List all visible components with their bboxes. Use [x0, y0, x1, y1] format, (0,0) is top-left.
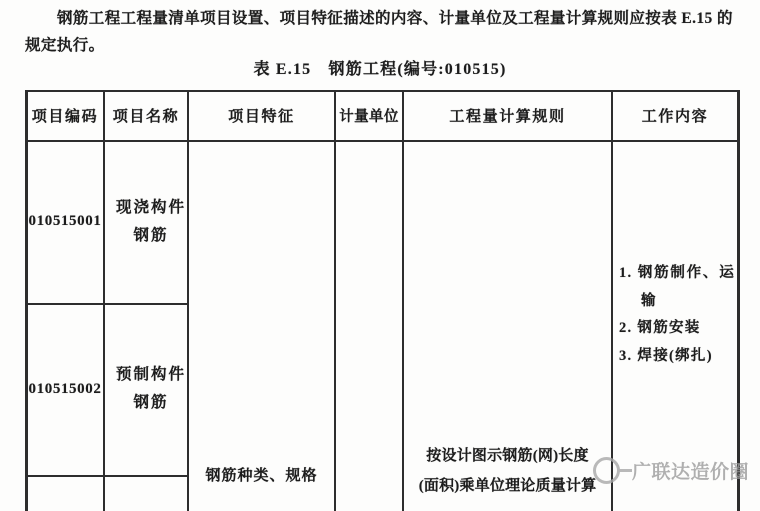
header-calc-rule: 工程量计算规则 — [449, 108, 566, 125]
cell-project-feature: 钢筋种类、规格 — [205, 467, 318, 484]
header-project-code: 项目编码 — [31, 108, 99, 125]
calc-rule-line-2: (面积)乘单位理论质量计算 — [418, 478, 597, 494]
cell-calc-rule — [406, 441, 609, 501]
work-item-2: 2. 钢筋安装 — [619, 320, 701, 336]
intro-line-2: 规定执行。 — [25, 37, 105, 54]
table-e15 — [25, 90, 740, 511]
work-item-1: 1. 钢筋制作、运输 — [619, 265, 735, 309]
intro-paragraph — [25, 5, 742, 59]
table-row-divider-2 — [25, 475, 189, 477]
cell-project-name-2: 预制构件钢筋 — [115, 366, 186, 411]
table-border-col4 — [402, 90, 404, 511]
watermark-text: 广联达造价圈 — [632, 461, 750, 483]
cell-project-name-1: 现浇构件钢筋 — [115, 198, 186, 244]
table-border-col3 — [334, 90, 336, 511]
header-project-name: 项目名称 — [112, 108, 180, 125]
header-project-feature: 项目特征 — [228, 108, 295, 125]
watermark-dash — [619, 469, 632, 472]
cell-project-code-2: 010515002 — [28, 380, 102, 397]
calc-rule-line-1: 按设计图示钢筋(网)长度 — [426, 448, 589, 464]
intro-line-1: 钢筋工程工程量清单项目设置、项目特征描述的内容、计量单位及工程量计算规则应按表 E.15 的 — [57, 10, 733, 27]
watermark-logo-icon — [593, 457, 620, 484]
cell-project-code-1: 010515001 — [28, 213, 102, 229]
work-item-3: 3. 焊接(绑扎) — [619, 347, 713, 364]
cell-work-content — [619, 260, 735, 370]
header-work-content: 工作内容 — [641, 108, 709, 125]
table-border-right — [737, 90, 740, 511]
table-border-col5 — [611, 90, 613, 511]
watermark — [593, 452, 749, 488]
table-title: 表 E.15 钢筋工程(编号:010515) — [253, 61, 507, 78]
header-measure-unit: 计量单位 — [339, 108, 399, 125]
